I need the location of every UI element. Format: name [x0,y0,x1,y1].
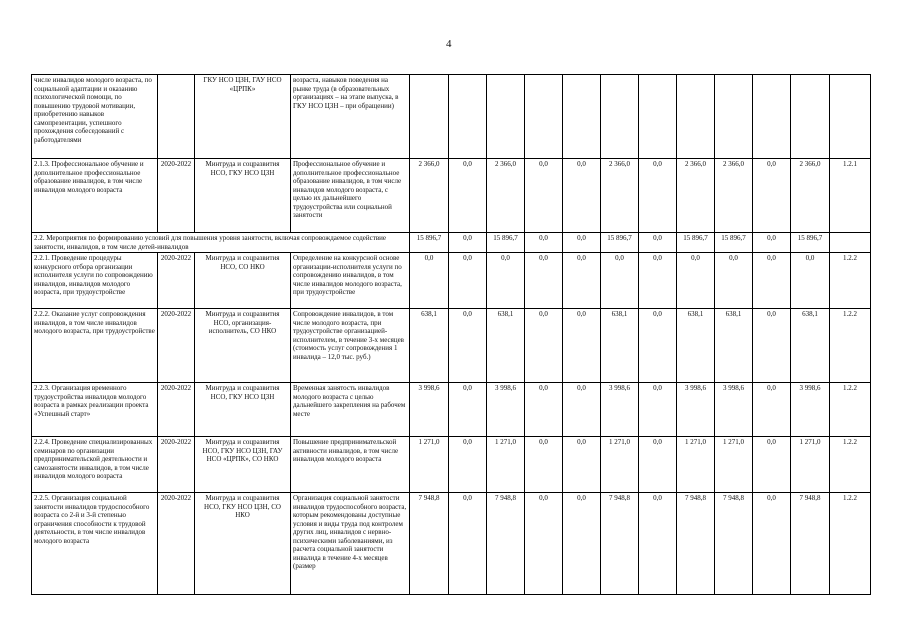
amount-cell: 15 896,7 [715,233,753,253]
activity-name-cell: 2.2.4. Проведение специализированных семинаров по организации предпринимательской деятельности и самозанятости инвалидов, в том числе инвалидов молодого возраста [32,437,158,493]
table-row [32,75,871,159]
table-row [32,383,871,437]
amount-cell: 0,0 [639,383,677,437]
amount-cell: 0,0 [563,437,601,493]
table-row [32,233,871,253]
executor-cell: Минтруда и соцразвития НСО, ГКУ НСО ЦЗН, СО НКО [195,493,291,595]
amount-cell: 0,0 [791,253,830,309]
amount-cell: 15 896,7 [791,233,830,253]
amount-cell: 0,0 [677,253,715,309]
amount-cell [449,75,487,159]
amount-cell: 0,0 [639,437,677,493]
result-cell: Организация социальной занятости инвалидов трудоспособного возраста, которым рекомендованы доступные условия и виды труда под контролем других лиц, инвалидов с нервно-психическими заболеваниями, из расчета социальной занятости инвалида в течение 4-х месяцев (размер [291,493,410,595]
page-number: 4 [446,38,452,50]
amount-cell: 3 998,6 [601,383,639,437]
amount-cell: 2 366,0 [791,159,830,233]
amount-cell: 0,0 [753,253,791,309]
indicator-code-cell: 1.2.2 [830,437,871,493]
amount-cell: 0,0 [449,233,487,253]
activity-name-cell: 2.2.3. Организация временного трудоустройства инвалидов молодого возраста в рамках реализации проекта «Успешный старт» [32,383,158,437]
result-cell: возраста, навыков поведения на рынке труда (в образовательных организациях – на этапе выпуска, в ГКУ НСО ЦЗН – при обращении) [291,75,410,159]
amount-cell: 638,1 [715,309,753,383]
amount-cell: 0,0 [525,159,563,233]
amount-cell: 3 998,6 [487,383,525,437]
amount-cell: 2 366,0 [487,159,525,233]
period-cell: 2020-2022 [158,493,195,595]
amount-cell [563,75,601,159]
amount-cell: 7 948,8 [410,493,449,595]
amount-cell: 0,0 [753,159,791,233]
amount-cell [525,75,563,159]
executor-cell: Минтруда и соцразвития НСО, ГКУ НСО ЦЗН [195,159,291,233]
amount-cell: 0,0 [449,253,487,309]
amount-cell [487,75,525,159]
activity-name-cell: 2.2.2. Оказание услуг сопровождения инвалидов, в том числе инвалидов молодого возраста, при трудоустройстве [32,309,158,383]
amount-cell: 638,1 [410,309,449,383]
amount-cell: 0,0 [753,437,791,493]
amount-cell: 1 271,0 [791,437,830,493]
amount-cell: 0,0 [639,309,677,383]
amount-cell: 1 271,0 [410,437,449,493]
period-cell [158,75,195,159]
amount-cell: 0,0 [639,159,677,233]
amount-cell: 7 948,8 [791,493,830,595]
amount-cell: 1 271,0 [677,437,715,493]
table-row [32,437,871,493]
amount-cell: 7 948,8 [487,493,525,595]
result-cell: Временная занятость инвалидов молодого возраста с целью дальнейшего закрепления на рабочем месте [291,383,410,437]
amount-cell: 2 366,0 [715,159,753,233]
amount-cell: 0,0 [449,493,487,595]
result-cell: Определение на конкурсной основе организации-исполнителя услуги по сопровождению инвалидов, в том числе инвалидов молодого возраста, при трудоустройстве [291,253,410,309]
amount-cell: 0,0 [753,383,791,437]
amount-cell: 3 998,6 [791,383,830,437]
amount-cell: 0,0 [525,233,563,253]
amount-cell: 7 948,8 [601,493,639,595]
amount-cell: 3 998,6 [410,383,449,437]
amount-cell: 15 896,7 [410,233,449,253]
amount-cell: 15 896,7 [487,233,525,253]
amount-cell: 7 948,8 [715,493,753,595]
result-cell: Повышение предпринимательской активности инвалидов, в том числе инвалидов молодого возраста [291,437,410,493]
amount-cell: 0,0 [639,493,677,595]
executor-cell: Минтруда и соцразвития НСО, ГКУ НСО ЦЗН [195,383,291,437]
amount-cell: 0,0 [449,383,487,437]
indicator-code-cell [830,233,871,253]
activity-name-cell: 2.1.3. Профессиональное обучение и дополнительное профессиональное образование инвалидов, в том числе инвалидов молодого возраста [32,159,158,233]
amount-cell: 0,0 [563,159,601,233]
amount-cell: 0,0 [715,253,753,309]
amount-cell: 638,1 [791,309,830,383]
table-row [32,159,871,233]
indicator-code-cell [830,75,871,159]
amount-cell: 0,0 [563,493,601,595]
amount-cell: 15 896,7 [677,233,715,253]
amount-cell: 0,0 [487,253,525,309]
amount-cell [601,75,639,159]
period-cell: 2020-2022 [158,253,195,309]
amount-cell: 0,0 [753,233,791,253]
section-heading-cell: 2.2. Мероприятия по формированию условий для повышения уровня занятости, включая сопровождаемое содействие занятости, инвалидов, в том числе детей-инвалидов [32,233,410,253]
table-row [32,253,871,309]
amount-cell: 0,0 [525,253,563,309]
amount-cell: 0,0 [753,493,791,595]
amount-cell: 15 896,7 [601,233,639,253]
amount-cell: 3 998,6 [677,383,715,437]
executor-cell: Минтруда и соцразвития НСО, организация-исполнитель, СО НКО [195,309,291,383]
amount-cell: 3 998,6 [715,383,753,437]
amount-cell [753,75,791,159]
amount-cell: 0,0 [563,253,601,309]
amount-cell: 0,0 [525,437,563,493]
amount-cell: 1 271,0 [487,437,525,493]
indicator-code-cell: 1.2.2 [830,309,871,383]
amount-cell: 1 271,0 [715,437,753,493]
amount-cell [677,75,715,159]
amount-cell: 0,0 [525,383,563,437]
program-table [31,74,871,595]
indicator-code-cell: 1.2.1 [830,159,871,233]
amount-cell: 2 366,0 [410,159,449,233]
amount-cell: 638,1 [677,309,715,383]
period-cell: 2020-2022 [158,159,195,233]
amount-cell: 0,0 [449,437,487,493]
table-row [32,309,871,383]
amount-cell: 2 366,0 [677,159,715,233]
amount-cell: 0,0 [525,309,563,383]
period-cell: 2020-2022 [158,437,195,493]
executor-cell: Минтруда и соцразвития НСО, ГКУ НСО ЦЗН, ГАУ НСО «ЦРПК», СО НКО [195,437,291,493]
result-cell: Сопровождение инвалидов, в том числе молодого возраста, при трудоустройстве организацией-исполнителем, в течение 3-х месяцев (стоимость услуг сопровождения 1 инвалида – 12,0 тыс. руб.) [291,309,410,383]
amount-cell: 0,0 [449,309,487,383]
activity-name-cell: 2.2.1. Проведение процедуры конкурсного отбора организации исполнителя услуги по сопровождению инвалидов, инвалидов молодого возраста, при трудоустройстве [32,253,158,309]
amount-cell: 0,0 [639,233,677,253]
amount-cell: 638,1 [487,309,525,383]
amount-cell: 0,0 [410,253,449,309]
amount-cell: 0,0 [563,309,601,383]
activity-name-cell: числе инвалидов молодого возраста, по социальной адаптации и оказанию психологической помощи, по повышению трудовой мотивации, приобретению навыков самопрезентации, успешного прохождения собеседований с работодателями [32,75,158,159]
period-cell: 2020-2022 [158,383,195,437]
amount-cell: 0,0 [563,233,601,253]
amount-cell: 638,1 [601,309,639,383]
amount-cell: 0,0 [563,383,601,437]
activity-name-cell: 2.2.5. Организация социальной занятости инвалидов трудоспособного возраста со 2-й и 3-й степенью ограничения способности к трудовой деятельности, в том числе инвалидов молодого возраста [32,493,158,595]
amount-cell: 0,0 [753,309,791,383]
amount-cell [791,75,830,159]
amount-cell: 7 948,8 [677,493,715,595]
amount-cell [410,75,449,159]
indicator-code-cell: 1.2.2 [830,493,871,595]
indicator-code-cell: 1.2.2 [830,253,871,309]
indicator-code-cell: 1.2.2 [830,383,871,437]
table-row [32,493,871,595]
amount-cell: 0,0 [525,493,563,595]
amount-cell [639,75,677,159]
executor-cell: Минтруда и соцразвития НСО, СО НКО [195,253,291,309]
period-cell: 2020-2022 [158,309,195,383]
amount-cell: 2 366,0 [601,159,639,233]
result-cell: Профессиональное обучение и дополнительное профессиональное образование инвалидов, в том числе инвалидов молодого возраста, с целью их дальнейшего трудоустройства или социальной занятости [291,159,410,233]
amount-cell: 1 271,0 [601,437,639,493]
amount-cell: 0,0 [639,253,677,309]
amount-cell: 0,0 [449,159,487,233]
amount-cell [715,75,753,159]
executor-cell: ГКУ НСО ЦЗН, ГАУ НСО «ЦРПК» [195,75,291,159]
amount-cell: 0,0 [601,253,639,309]
